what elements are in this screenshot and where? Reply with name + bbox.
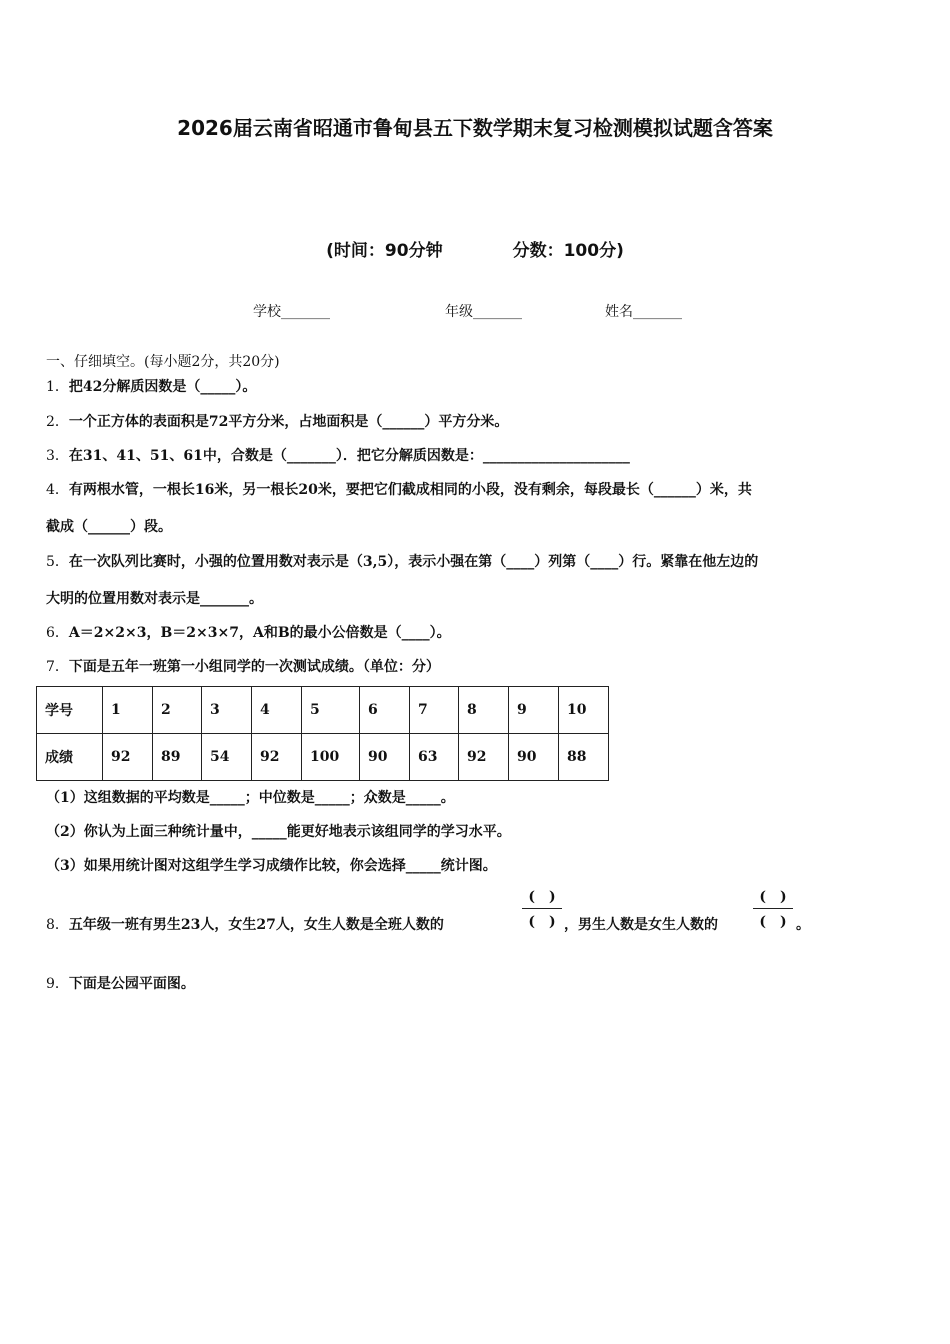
question-number: 8．	[46, 917, 69, 933]
table-cell: 63	[410, 734, 459, 781]
fraction-numerator: ( )	[528, 889, 556, 905]
table-cell: 100	[302, 734, 360, 781]
question-text: 下面是公园平面图。	[68, 976, 195, 992]
school-field: 学校_______	[253, 304, 330, 320]
table-cell: 54	[202, 734, 252, 781]
table-cell: 6	[360, 687, 410, 734]
question-text: 在一次队列比赛时，小强的位置用数对表示是（3,5），表示小强在第（____）列第（____）行。紧靠在他左边的	[68, 554, 759, 570]
table-header-cell: 学号	[37, 687, 103, 734]
question-4	[46, 479, 752, 499]
question-6	[46, 622, 451, 642]
exam-info	[0, 236, 950, 261]
question-3	[46, 445, 630, 465]
table-cell: 8	[459, 687, 509, 734]
fraction-bar	[753, 908, 793, 909]
question-4-continued: 截成（______）段。	[46, 519, 172, 535]
question-8-text-c: 。	[796, 917, 810, 933]
table-row	[37, 734, 609, 781]
question-number: 7．	[46, 659, 69, 675]
section-heading: 一、仔细填空。(每小题2分，共20分)	[46, 354, 280, 370]
exam-score: 分数：100分)	[512, 241, 624, 261]
table-cell: 92	[459, 734, 509, 781]
question-text: 有两根水管，一根长16米，另一根长20米，要把它们截成相同的小段，没有剩余，每段最长（______）米，共	[68, 482, 752, 498]
table-cell: 89	[153, 734, 202, 781]
question-number: 1．	[46, 379, 69, 395]
fraction-denominator: ( )	[759, 914, 787, 930]
question-text: A＝2×2×3，B＝2×3×7，A和B的最小公倍数是（____）。	[68, 625, 451, 641]
table-cell: 9	[509, 687, 559, 734]
table-cell: 10	[559, 687, 609, 734]
name-field: 姓名_______	[605, 304, 682, 320]
question-2	[46, 411, 508, 431]
fraction-denominator: ( )	[528, 914, 556, 930]
table-cell: 2	[153, 687, 202, 734]
fraction-numerator: ( )	[759, 889, 787, 905]
table-cell: 3	[202, 687, 252, 734]
table-row	[37, 687, 609, 734]
table-cell: 92	[252, 734, 302, 781]
question-5	[46, 551, 758, 571]
document-title: 2026届云南省昭通市鲁甸县五下数学期末复习检测模拟试题含答案	[177, 116, 773, 140]
question-7-part-1: （1）这组数据的平均数是_____；中位数是_____；众数是_____。	[46, 790, 455, 806]
table-cell: 92	[103, 734, 153, 781]
fraction-blank-2	[753, 886, 793, 931]
question-text: 下面是五年一班第一小组同学的一次测试成绩。（单位：分）	[68, 659, 440, 675]
table-cell: 90	[360, 734, 410, 781]
table-cell: 90	[509, 734, 559, 781]
question-9	[46, 973, 195, 993]
question-number: 4．	[46, 482, 69, 498]
table-cell: 4	[252, 687, 302, 734]
question-7-part-3: （3）如果用统计图对这组学生学习成绩作比较，你会选择_____统计图。	[46, 858, 497, 874]
question-text: 在31、41、51、61中，合数是（_______）．把它分解质因数是：_____________________	[68, 448, 630, 464]
question-number: 3．	[46, 448, 69, 464]
fraction-blank-1	[522, 886, 562, 931]
question-5-continued: 大明的位置用数对表示是_______。	[46, 591, 263, 607]
grade-field: 年级_______	[445, 304, 522, 320]
question-text: 五年级一班有男生23人，女生27人，女生人数是全班人数的	[68, 917, 444, 933]
table-cell: 1	[103, 687, 153, 734]
question-number: 9．	[46, 976, 69, 992]
table-cell: 7	[410, 687, 459, 734]
question-number: 5．	[46, 554, 69, 570]
question-text: 一个正方体的表面积是72平方分米，占地面积是（______）平方分米。	[68, 414, 509, 430]
table-header-cell: 成绩	[37, 734, 103, 781]
table-cell: 88	[559, 734, 609, 781]
question-8	[46, 914, 444, 934]
question-number: 2．	[46, 414, 69, 430]
question-7-part-2: （2）你认为上面三种统计量中，_____能更好地表示该组同学的学习水平。	[46, 824, 511, 840]
table-cell: 5	[302, 687, 360, 734]
question-1	[46, 376, 256, 396]
exam-time: (时间：90分钟	[326, 241, 443, 261]
question-8-text-b: ，男生人数是女生人数的	[564, 917, 718, 933]
question-number: 6．	[46, 625, 69, 641]
fraction-bar	[522, 908, 562, 909]
scores-table	[36, 686, 609, 781]
question-7	[46, 656, 440, 676]
question-text: 把42分解质因数是（_____）。	[68, 379, 257, 395]
